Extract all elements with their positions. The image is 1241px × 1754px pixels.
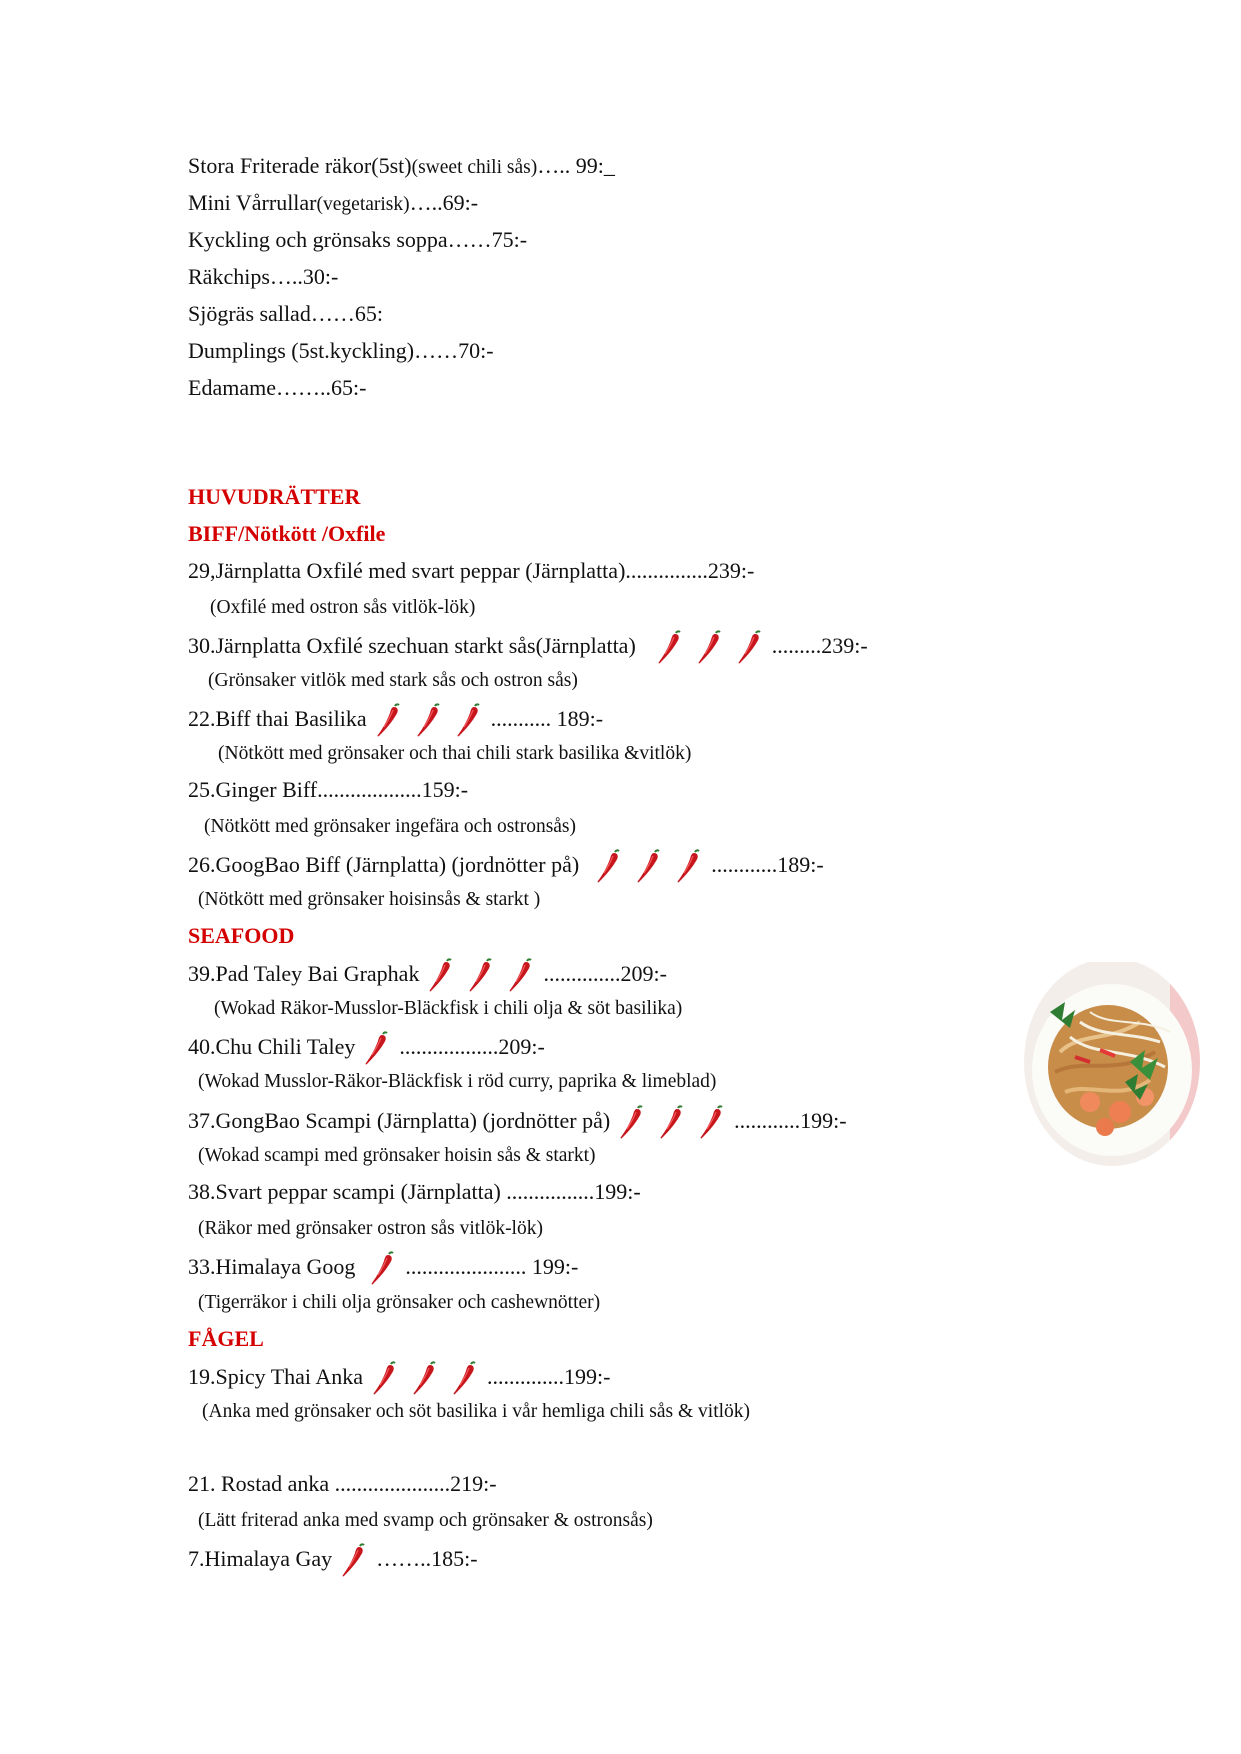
- chili-pepper-icon: [340, 1543, 368, 1579]
- chili-pepper-icon: [507, 958, 535, 994]
- beef-dish-title: 29,Järnplatta Oxfilé med svart peppar (Järnplatta)...............239:-: [188, 558, 755, 583]
- seafood-dish-title: 38.Svart peppar scampi (Järnplatta) ................199:-: [188, 1179, 641, 1204]
- starter-item: Kyckling och grönsaks soppa……75:-: [188, 227, 528, 252]
- chili-pepper-icon: [696, 630, 724, 666]
- heading-main-courses: HUVUDRÄTTER: [188, 484, 361, 509]
- chili-pepper-icon: [675, 849, 703, 885]
- seafood-dish-title: 33.Himalaya Goog ...................... 199:-: [188, 1251, 578, 1287]
- seafood-dish-title: 40.Chu Chili Taley ..................209:-: [188, 1031, 545, 1067]
- heading-beef: BIFF/Nötkött /Oxfile: [188, 521, 386, 546]
- poultry-dish-desc: (Anka med grönsaker och söt basilika i vår hemliga chili sås & vitlök): [202, 1401, 751, 1422]
- chili-pepper-icon: [635, 849, 663, 885]
- beef-dish-title: 22.Biff thai Basilika ........... 189:-: [188, 703, 603, 739]
- chili-rating: [612, 1105, 732, 1141]
- starter-item: Räkchips…..30:-: [188, 264, 339, 289]
- chili-pepper-icon: [363, 1031, 391, 1067]
- poultry-dish-title: 7.Himalaya Gay ……..185:-: [188, 1543, 478, 1579]
- heading-seafood: SEAFOOD: [188, 923, 295, 948]
- chili-pepper-icon: [369, 1251, 397, 1287]
- seafood-dish-desc: (Wokad scampi med grönsaker hoisin sås & starkt): [198, 1145, 596, 1166]
- beef-dish-title: 30.Järnplatta Oxfilé szechuan starkt sås(Järnplatta) .........239:-: [188, 630, 868, 666]
- beef-dish-desc: (Nötkött med grönsaker hoisinsås & starkt ): [198, 889, 541, 910]
- poultry-dish-desc: (Lätt friterad anka med svamp och grönsaker & ostronsås): [198, 1510, 653, 1531]
- beef-dish-desc: (Oxfilé med ostron sås vitlök-lök): [210, 597, 476, 618]
- beef-dish-desc: (Nötkött med grönsaker ingefära och ostronsås): [204, 816, 577, 837]
- chili-rating: [365, 1361, 485, 1397]
- chili-pepper-icon: [467, 958, 495, 994]
- seafood-dish-title: 37.GongBao Scampi (Järnplatta) (jordnötter på) ............199:-: [188, 1105, 847, 1141]
- chili-pepper-icon: [658, 1105, 686, 1141]
- chili-rating: [589, 849, 709, 885]
- starter-item: Mini Vårrullar(vegetarisk)…..69:-: [188, 190, 479, 215]
- chili-pepper-icon: [656, 630, 684, 666]
- seafood-dish-title: 39.Pad Taley Bai Graphak ..............209:-: [188, 958, 667, 994]
- seafood-dish-desc: (Wokad Räkor-Musslor-Bläckfisk i chili olja & söt basilika): [214, 998, 683, 1019]
- starter-item: Edamame……..65:-: [188, 375, 367, 400]
- chili-pepper-icon: [595, 849, 623, 885]
- beef-dish-title: 26.GoogBao Biff (Järnplatta) (jordnötter på) ............189:-: [188, 849, 824, 885]
- chili-pepper-icon: [371, 1361, 399, 1397]
- seafood-dish-desc: (Räkor med grönsaker ostron sås vitlök-lök): [198, 1218, 543, 1239]
- chili-rating: [334, 1543, 374, 1579]
- starter-item: Stora Friterade räkor(5st)(sweet chili sås)….. 99:_: [188, 153, 615, 178]
- chili-pepper-icon: [698, 1105, 726, 1141]
- chili-rating: [357, 1031, 397, 1067]
- beef-dish-desc: (Grönsaker vitlök med stark sås och ostron sås): [208, 670, 578, 691]
- starter-item: Sjögräs sallad……65:: [188, 301, 383, 326]
- chili-pepper-icon: [375, 703, 403, 739]
- chili-pepper-icon: [411, 1361, 439, 1397]
- seafood-dish-desc: (Tigerräkor i chili olja grönsaker och cashewnötter): [198, 1292, 601, 1313]
- seafood-dish-photo: [1020, 962, 1200, 1172]
- chili-pepper-icon: [427, 958, 455, 994]
- chili-rating: [363, 1251, 403, 1287]
- chili-pepper-icon: [455, 703, 483, 739]
- chili-pepper-icon: [736, 630, 764, 666]
- poultry-dish-title: 19.Spicy Thai Anka ..............199:-: [188, 1361, 610, 1397]
- heading-poultry: FÅGEL: [188, 1326, 264, 1351]
- seafood-dish-desc: (Wokad Musslor-Räkor-Bläckfisk i röd curry, paprika & limeblad): [198, 1071, 717, 1092]
- poultry-dish-title: 21. Rostad anka .....................219:-: [188, 1471, 497, 1496]
- chili-rating: [369, 703, 489, 739]
- beef-dish-desc: (Nötkött med grönsaker och thai chili stark basilika &vitlök): [218, 743, 692, 764]
- chili-rating: [421, 958, 541, 994]
- beef-dish-title: 25.Ginger Biff...................159:-: [188, 777, 469, 802]
- chili-pepper-icon: [451, 1361, 479, 1397]
- starter-item: Dumplings (5st.kyckling)……70:-: [188, 338, 494, 363]
- chili-rating: [650, 630, 770, 666]
- chili-pepper-icon: [618, 1105, 646, 1141]
- chili-pepper-icon: [415, 703, 443, 739]
